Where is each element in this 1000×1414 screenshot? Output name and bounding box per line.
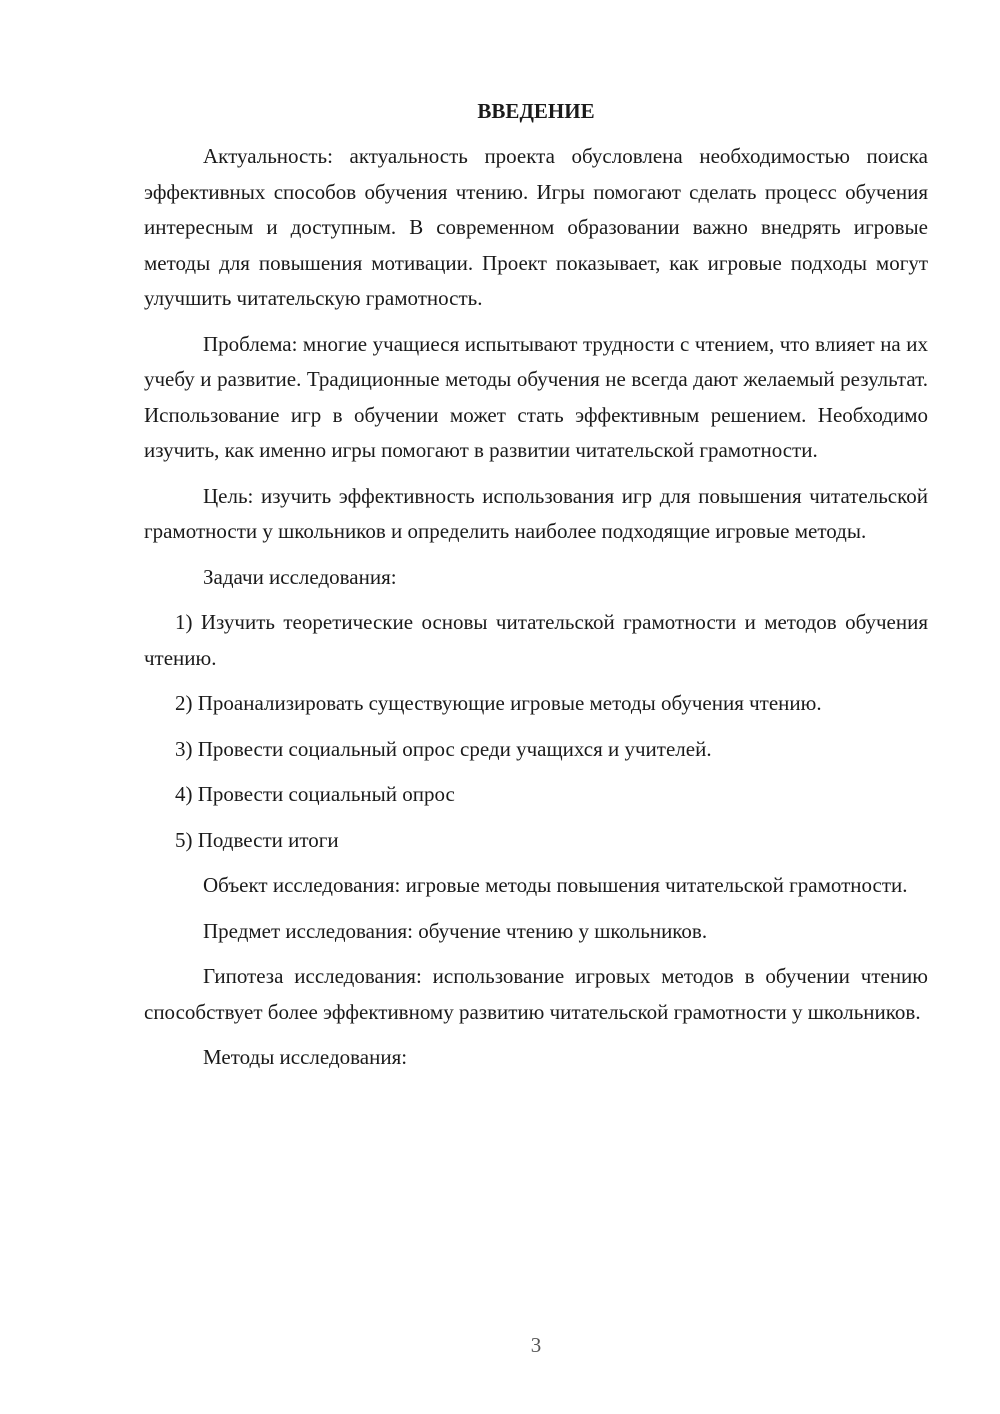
paragraph-subject: Предмет исследования: обучение чтению у школьников.	[203, 918, 708, 943]
paragraph-methods: Методы исследования:	[203, 1045, 408, 1069]
section-title: ВВЕДЕНИЕ	[477, 99, 595, 123]
paragraph-hypothesis: Гипотеза исследования: использование игровых методов в обучении чтению способствует более эффективному развитию читательской грамотности у школьников.	[144, 964, 928, 1024]
task-item-3: 3) Провести социальный опрос среди учащихся и учителей.	[175, 736, 712, 761]
task-item-2: 2) Проанализировать существующие игровые методы обучения чтению.	[175, 691, 822, 715]
page-number: 3	[530, 1333, 542, 1357]
paragraph-goal: Цель: изучить эффективность использования игр для повышения читательской грамотности у школьников и определить наиболее подходящие игровые методы.	[144, 483, 928, 543]
task-item-4: 4) Провести социальный опрос	[175, 782, 455, 806]
document-page	[144, 95, 928, 1086]
paragraph-problem: Проблема: многие учащиеся испытывают трудности с чтением, что влияет на их учебу и развитие. Традиционные методы обучения не всегда дают желаемый результат. Использование игр в обучении может стать эффективным решением. Необходимо изучить, как именно игры помогают в развитии читательской грамотности.	[144, 331, 928, 462]
task-item-5: 5) Подвести итоги	[175, 827, 339, 852]
paragraph-tasks-heading: Задачи исследования:	[203, 564, 397, 589]
task-item-1: 1) Изучить теоретические основы читательской грамотности и методов обучения чтению.	[144, 610, 928, 670]
paragraph-object: Объект исследования: игровые методы повышения читательской грамотности.	[203, 873, 908, 897]
paragraph-relevance: Актуальность: актуальность проекта обусловлена необходимостью поиска эффективных способов обучения чтению. Игры помогают сделать процесс обучения интересным и доступным. В современном образовании важно внедрять игровые методы для повышения мотивации. Проект показывает, как игровые подходы могут улучшить читательскую грамотность.	[144, 144, 928, 310]
